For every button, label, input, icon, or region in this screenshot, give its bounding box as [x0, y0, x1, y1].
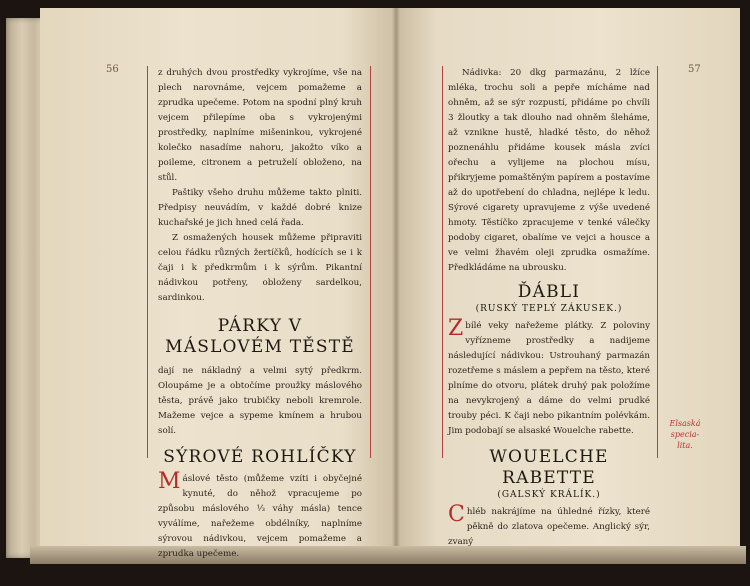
left-page-number: 56: [106, 64, 119, 75]
right-margin-rule-left: [442, 66, 443, 458]
right-text-column: [448, 66, 650, 550]
paragraph: z druhých dvou prostředky vykrojíme, vše na plech narovnáme, vejcem pomažeme a zprudka upečeme. Potom na spodní plný kruh vejcem přilepíme oba s vykrojenými prostředky, naplníme mišeninkou, vykrojené kolečko nasadíme nahoru, jakožto víko a poileme, citronem a petruželí obloženo, na stůl.: [158, 68, 362, 183]
drop-cap: C: [448, 502, 465, 527]
margin-note: [663, 418, 707, 451]
drop-cap: M: [158, 469, 181, 494]
paragraph-text: bílé veky nařežeme plátky. Z poloviny vyříznеme prostředky a nadijeme následující nádivkou: Ustrouhaný parmazán rozetřeme s máslem a pepřem na těsto, které plníme do otvoru, plátek druhý pak položíme na nevykrojený a dáme do velmi prudké trouby péci. K čaji nebo pikantním polévkám. Jim podobají se alsaské Wouelche rabette.: [448, 321, 650, 436]
paragraph: dají ne nákladný a velmi sytý předkrm. Oloupáme je a obtočíme proužky máslového těsta, právě jako trubičky neboli kremrole. Mažeme vejce a sypeme kmínem a hrubou solí.: [158, 366, 362, 436]
paragraph: [158, 469, 362, 562]
paragraph: [448, 502, 650, 550]
paragraph: Z osmažených housek můžeme připraviti celou řádku různých žertíčků, hodících se i k čaji i k předkrmům i k sýrům. Pikantní nádivkou potřeny, obloženy sardelkou, sardinkou.: [158, 233, 362, 303]
paragraph: [448, 316, 650, 439]
drop-cap: Z: [448, 316, 464, 341]
margin-note-line: lita.: [677, 441, 693, 450]
right-page-number: 57: [688, 64, 701, 75]
section-heading: WOUELCHE RABETTE: [489, 447, 609, 488]
right-margin-rule: [657, 66, 658, 458]
margin-note-line: specia-: [670, 430, 700, 439]
book-gutter: [392, 8, 400, 556]
paragraph: Paštiky všeho druhu můžeme takto plniti. Předpisy neuvádím, v každé dobré knize kuchařské je jich hned celá řada.: [158, 188, 362, 228]
section-heading: ĎÁBLI: [517, 282, 581, 302]
section-subheading: (RUSKÝ TEPLÝ ZÁKUSEK.): [475, 304, 623, 314]
left-margin-rule-right: [370, 66, 371, 458]
left-text-column: [158, 66, 362, 562]
section-subheading: (GALSKÝ KRÁLÍK.): [497, 490, 601, 500]
paragraph-text: áslové těsto (můžeme vzíti i obyčejné kynuté, do něhož vpracujeme po způsobu máslového ⅓ váhy másla) tence vyválíme, nařežeme obdélníky, naplníme sýrovou nádivkou, vejcem pomažeme a zprudka upečeme.: [158, 474, 362, 559]
paragraph-text: hléb nakrájíme na úhledné řízky, které pěkně do zlatova opečeme. Anglický sýr, zvaný: [448, 507, 650, 547]
paragraph: Nádivka: 20 dkg parmazánu, 2 lžíce mléka, trochu soli a pepře mícháme nad ohněm, až se sýr rozpustí, přidáme po chvíli 3 žloutky a tak dlouho nad ohněm šleháme, až vznikne hustě, hladké těsto, do něhož poznenáhlu přidáme kousek másla zvíci ořechu a vylijeme na plochou mísu, přikryjeme pomaštěným papírem a postavíme až do upotřebení do chladna, nejlépe k ledu. Sýrové cigarety upravujeme z výše uvedené hmoty. Těstíčko zpracujeme v tenké válečky podoby cigaret, obalíme ve vejci a housce a ve velmi žhavém oleji zprudka osmažíme. Předkládáme na ubrousku.: [448, 68, 650, 273]
margin-note-line: Elsaská: [669, 419, 701, 428]
section-heading: PÁRKY V MÁSLOVÉM TĚSTĚ: [165, 316, 355, 357]
section-heading: SÝROVÉ ROHLÍČKY: [163, 447, 357, 467]
left-margin-rule: [147, 66, 148, 458]
